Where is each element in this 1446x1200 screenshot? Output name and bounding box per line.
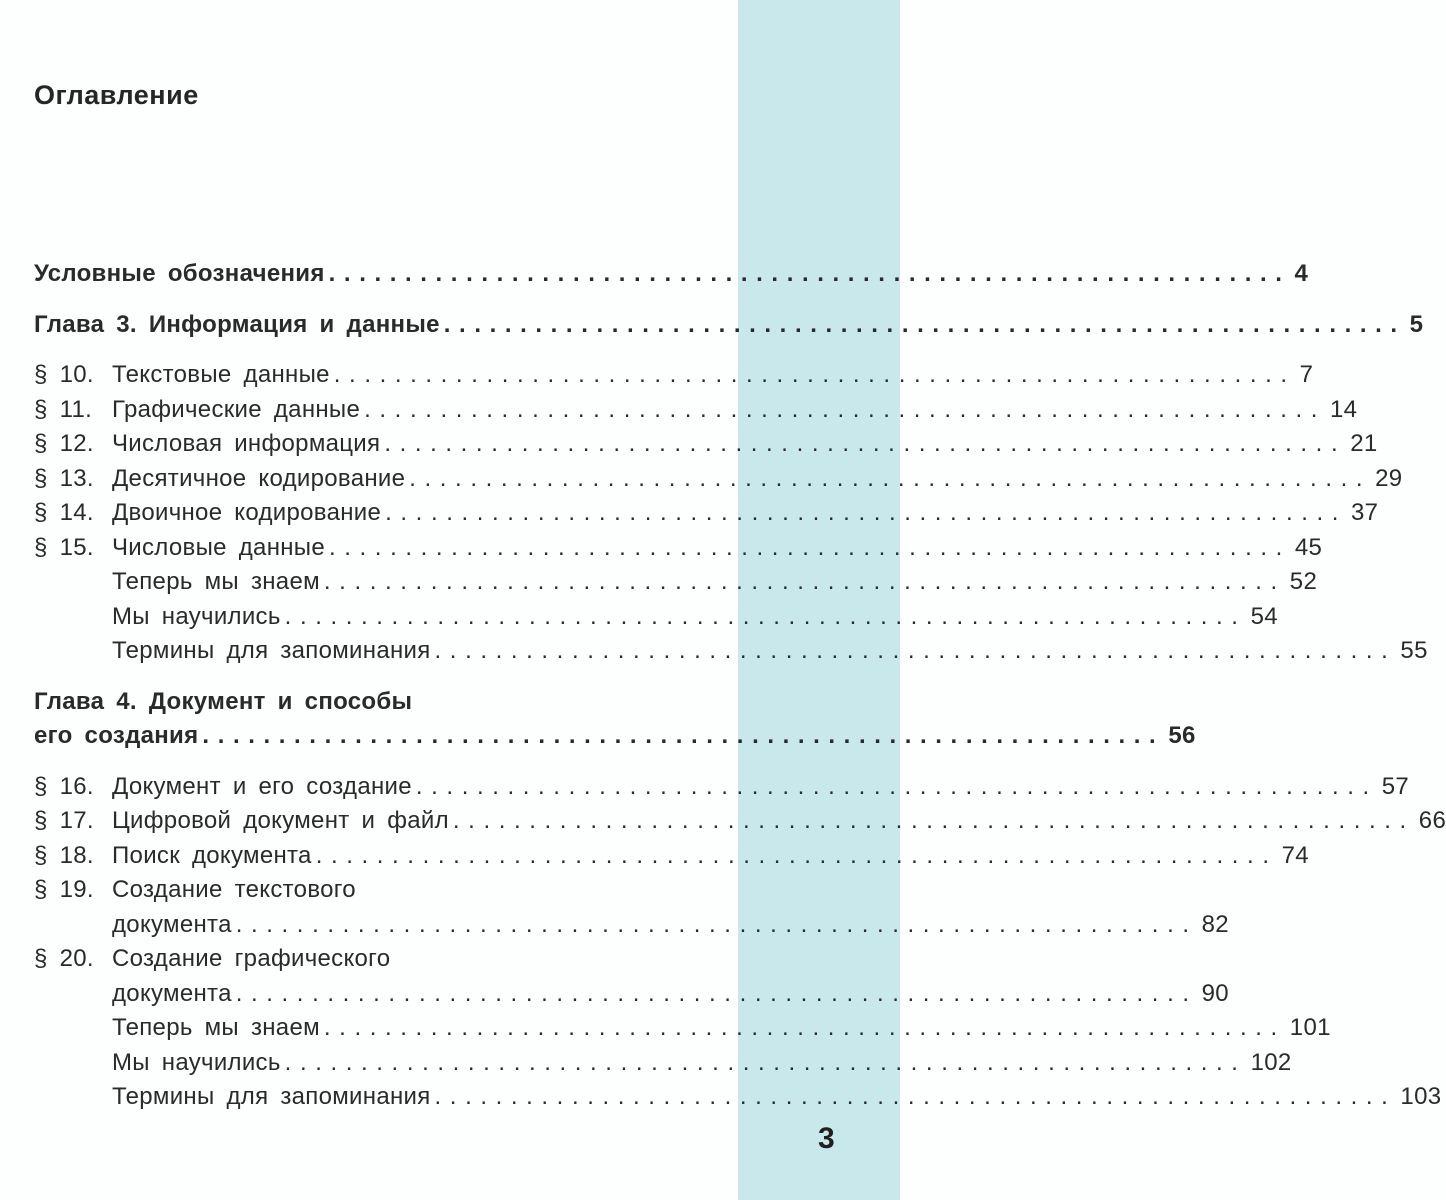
dot-leader: ............................................................... [443,310,1406,338]
section-number: § 20. [34,945,94,972]
dot-leader: ............................................................... [385,499,1348,526]
section-number: § 16. [34,772,94,800]
dot-leader: ............................................................... [329,533,1291,561]
entry-title: Числовые данные [112,533,325,561]
dot-leader: ............................................................... [452,807,1415,834]
dot-leader: ............................................................... [434,1083,1397,1110]
section-number: § 17. [34,807,94,834]
entry-page-number: 55 [1400,637,1428,664]
toc-entry [34,499,1379,534]
section-number: § 13. [34,464,94,492]
entry-title: Двоичное кодирование [112,499,382,526]
toc-entry [34,310,1424,346]
entry-title: Текстовые данные [112,361,330,388]
entry-title: Числовая информация [112,430,381,457]
dot-leader: ............................................................... [415,772,1378,800]
dot-leader: ............................................................... [384,430,1347,457]
entry-title: документа [112,910,232,938]
toc-entry [34,910,1229,946]
entry-title: Глава 3. Информация и данные [34,310,440,338]
toc-entry [34,876,700,911]
entry-page-number: 74 [1281,841,1309,869]
entry-page-number: 103 [1400,1083,1442,1110]
toc-entry [34,841,1309,877]
section-number: § 10. [34,361,94,388]
section-number: § 18. [34,841,94,869]
dot-leader: ............................................................... [235,979,1198,1007]
toc-entry [34,361,1314,396]
entry-title: Термины для запоминания [112,637,431,664]
entry-page-number: 29 [1375,464,1403,492]
entry-page-number: 82 [1201,910,1229,938]
entry-page-number: 90 [1201,979,1229,1007]
entry-page-number: 54 [1250,602,1278,630]
entry-page-number: 14 [1330,395,1358,423]
entry-page-number: 52 [1289,568,1318,595]
entry-page-number: 37 [1351,499,1379,526]
section-number: § 19. [34,876,94,903]
entry-page-number: 101 [1289,1014,1331,1041]
toc-entry [34,464,1403,500]
dot-leader: ............................................................... [315,841,1278,869]
section-number: § 14. [34,499,94,526]
toc-entry [34,1014,1331,1049]
entry-title: Мы научились [112,602,281,630]
entry-page-number: 102 [1250,1048,1292,1076]
dot-leader: ............................................................... [323,568,1286,595]
dot-leader: ............................................................... [328,260,1291,287]
toc-entry [34,722,1196,757]
toc-entry [34,688,700,723]
entry-title: его создания [34,722,199,749]
toc-entry [34,772,1410,808]
dot-leader: ............................................................... [323,1014,1286,1041]
dot-leader: ............................................................... [434,637,1397,664]
entry-title: Создание графического [112,945,391,972]
entry-title: Документ и его создание [112,772,412,800]
entry-title: Поиск документа [112,841,312,869]
entry-page-number: 45 [1294,533,1323,561]
dot-leader: ............................................................... [284,602,1247,630]
entry-title: Мы научились [112,1048,281,1076]
entry-title: документа [112,979,232,1007]
entry-title: Термины для запоминания [112,1083,431,1110]
dot-leader: ............................................................... [409,464,1372,492]
entry-page-number: 5 [1409,310,1424,338]
entry-page-number: 7 [1299,361,1314,388]
toc-entry [34,395,1358,431]
dot-leader: ............................................................... [202,722,1165,749]
entry-title: Глава 4. Документ и способы [34,687,413,715]
dot-leader: ............................................................... [284,1048,1247,1076]
section-number: § 11. [34,395,93,423]
entry-page-number: 66 [1418,807,1446,834]
entry-title: Десятичное кодирование [112,464,406,492]
entry-title: Создание текстового [112,876,356,903]
page-number: 3 [818,1122,835,1155]
toc-entry [34,602,1278,638]
toc-entry [34,260,1309,295]
toc-entry [34,807,1446,842]
toc-entry [34,979,1229,1015]
toc-entry [34,1048,1292,1084]
dot-leader: ............................................................... [235,910,1198,938]
section-number: § 15. [34,533,94,561]
entry-title: Цифровой документ и файл [112,807,449,834]
entry-page-number: 57 [1381,772,1410,800]
toc-entry [34,533,1323,569]
entry-page-number: 4 [1294,260,1309,287]
entry-title: Графические данные [112,395,361,423]
entry-title: Теперь мы знаем [112,1014,320,1041]
page-title: Оглавление [34,80,199,110]
dot-leader: ............................................................... [333,361,1296,388]
toc-entry [34,430,1378,465]
toc-entry [34,568,1318,603]
entry-title: Условные обозначения [34,260,325,287]
table-of-contents [34,260,1446,1118]
entry-title: Теперь мы знаем [112,568,320,595]
dot-leader: ............................................................... [364,395,1327,423]
toc-entry [34,945,700,980]
section-number: § 12. [34,430,94,457]
toc-entry [34,1083,1442,1118]
entry-page-number: 56 [1168,722,1196,749]
toc-entry [34,637,1428,672]
entry-page-number: 21 [1350,430,1378,457]
